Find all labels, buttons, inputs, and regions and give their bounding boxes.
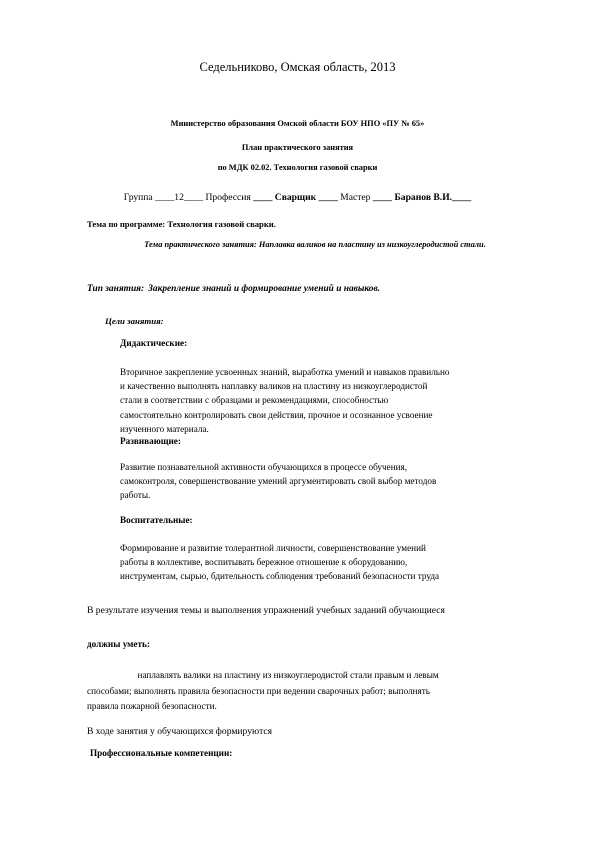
developing-heading: Развивающие: [120,436,181,446]
didactic-paragraph [120,365,540,436]
prof-competencies: Профессиональные компетенции: [90,748,233,758]
formed-line: В ходе занятия у обучающихся формируются [87,726,273,737]
skills-line: способами; выполнять правила безопасности при ведении сварочных работ; выполнять [87,685,430,696]
profession-label: Профессия [205,192,251,203]
developing-line: самоконтроля, совершенствование умений аргументировать свой выбор методов [120,476,437,487]
didactic-heading: Дидактические: [120,338,188,348]
profession-value: ____ Сварщик ____ [253,192,338,203]
goals-label: Цели занятия: [105,316,164,326]
must-be-able: должны уметь: [87,639,150,649]
mdk-line: по МДК 02.02. Технология газовой сварки [217,163,378,172]
master-label: Мастер [340,192,371,203]
ministry-line: Министерство образования Омской области БОУ НПО «ПУ № 65» [170,119,425,128]
group-line [0,192,595,203]
practical-topic: Тема практического занятия: Наплавка валиков на пластину из низкоуглеродистой стали. [144,240,486,249]
place-year: Седельниково, Омская область, 2013 [199,60,396,74]
lesson-type [87,284,380,294]
didactic-line: Вторичное закрепление усвоенных знаний, выработка умений и навыков правильно [120,367,450,377]
lesson-type-value: Закрепление знаний и формирование умений и навыков. [148,284,380,294]
skills-line: наплавлять валики на пластину из низкоуглеродистой стали правым и левым [87,670,439,680]
master-value: ____ Баранов В.И.____ [372,192,472,203]
educational-line: работы в коллективе, воспитывать бережное отношение к оборудованию, [120,557,408,568]
group-value: ____12____ [155,192,204,203]
skills-line: правила пожарной безопасности. [87,701,217,711]
lesson-type-label: Тип занятия: [87,284,145,294]
developing-paragraph [120,460,540,503]
plan-title: План практического занятия [241,143,354,152]
didactic-line: изученного материала. [120,423,209,434]
result-line: В результате изучения темы и выполнения упражнений учебных заданий обучающиеся [87,605,445,616]
program-topic: Тема по программе: Технология газовой сварки. [87,219,276,229]
developing-line: Развитие познавательной активности обучающихся в процессе обучения, [120,462,408,472]
educational-heading: Воспитательные: [120,515,193,525]
educational-line: Формирование и развитие толерантной личности, совершенствование умений [120,543,426,553]
didactic-line: стали в соответствии с образцами и рекомендациями, способностью [120,395,389,406]
educational-paragraph [120,541,540,584]
didactic-line: и качественно выполнять наплавку валиков на пластину из низкоуглеродистой [120,381,428,392]
developing-line: работы. [120,490,151,501]
didactic-line: самостоятельно контролировать свои действия, прочное и осознанное усвоение [120,409,433,420]
educational-line: инструментам, сырью, бдительность соблюдения требований безопасности труда [120,571,440,582]
skills-paragraph [87,668,552,715]
group-label: Группа [123,192,153,203]
